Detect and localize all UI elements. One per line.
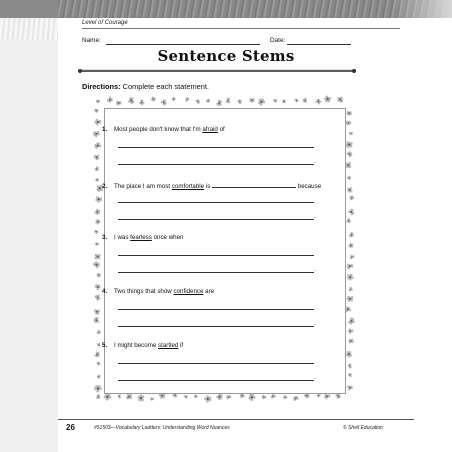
vocab-word: fearless <box>130 234 152 241</box>
border-star-ornament <box>95 242 99 246</box>
name-field-line[interactable] <box>106 44 260 45</box>
border-star-ornament <box>315 99 321 105</box>
answer-line[interactable] <box>118 219 314 220</box>
border-star-ornament <box>96 394 100 399</box>
border-star-ornament <box>95 295 101 301</box>
border-star-ornament <box>346 218 351 223</box>
border-star-ornament <box>335 393 341 399</box>
border-star-ornament <box>95 178 99 182</box>
border-star-ornament <box>346 351 352 357</box>
inline-blank[interactable] <box>212 181 296 188</box>
statement-box <box>104 108 346 394</box>
border-star-ornament <box>349 232 354 238</box>
directions <box>82 82 209 91</box>
border-star-ornament <box>93 131 100 137</box>
header-rule <box>82 28 400 29</box>
border-star-ornament <box>97 330 101 334</box>
border-star-ornament <box>225 98 230 104</box>
question-3: 3. I was fearless once when <box>102 234 184 241</box>
page-number: 26 <box>66 423 75 432</box>
border-star-ornament <box>347 363 351 368</box>
border-star-ornament <box>347 263 353 269</box>
border-star-ornament <box>137 394 144 401</box>
border-star-ornament <box>184 395 188 399</box>
worksheet-page: Level of Courage Name: Date: Sentence Stems Directions: Complete each statement. 1. Most people don't know that I'm afraid of . 2. The place I am most comfortable is because . 3. I was fearless once when . 4. Two things that show confidence are . 5. I might become startled if . 26 #51503—Vocabulary Ladders: Understanding Word Nuances © Shell Education <box>0 0 452 452</box>
border-star-ornament <box>348 328 354 334</box>
vocab-word: confidence <box>173 288 204 295</box>
border-star-ornament <box>116 101 122 106</box>
border-star-ornament <box>348 373 352 377</box>
border-star-ornament <box>273 99 277 103</box>
border-star-ornament <box>117 394 121 398</box>
border-star-ornament <box>294 98 298 102</box>
level-label: Level of Courage <box>82 20 128 26</box>
answer-line[interactable] <box>118 272 314 273</box>
border-star-ornament <box>107 97 113 103</box>
directions-text: Complete each statement. <box>120 82 209 91</box>
border-star-ornament <box>171 97 175 101</box>
border-star-ornament <box>94 155 100 161</box>
top-banner <box>0 0 452 18</box>
question-5: 5. I might become startled if <box>102 342 184 349</box>
border-star-ornament <box>348 287 353 292</box>
border-star-ornament <box>346 111 352 116</box>
vocab-word: afraid <box>202 126 218 133</box>
answer-line[interactable] <box>118 380 314 381</box>
date-label: Date: <box>270 37 286 44</box>
border-star-ornament <box>324 393 330 399</box>
border-star-ornament <box>348 209 354 216</box>
border-star-ornament <box>151 96 156 101</box>
border-star-ornament <box>95 284 101 290</box>
border-star-ornament <box>139 99 144 105</box>
border-star-ornament <box>248 394 255 401</box>
border-star-ornament <box>249 98 254 103</box>
border-star-ornament <box>95 196 102 203</box>
border-star-ornament <box>216 100 222 106</box>
copyright: © Shell Education <box>343 425 383 431</box>
border-star-ornament <box>347 385 353 390</box>
border-star-ornament <box>346 141 353 148</box>
page-title: Sentence Stems <box>157 47 295 65</box>
border-star-ornament <box>104 393 112 401</box>
border-star-ornament <box>348 318 355 325</box>
border-star-ornament <box>237 99 242 104</box>
directions-label: Directions: <box>82 82 121 91</box>
border-star-ornament <box>348 243 353 248</box>
border-star-ornament <box>282 99 286 103</box>
name-label: Name: <box>82 37 101 44</box>
border-star-ornament <box>347 151 353 157</box>
answer-line[interactable] <box>118 326 314 327</box>
footer-rule <box>58 419 414 420</box>
border-star-ornament <box>349 195 354 200</box>
border-star-ornament <box>94 142 101 149</box>
border-star-ornament <box>347 176 351 180</box>
border-star-ornament <box>347 187 353 193</box>
border-star-ornament <box>94 230 98 234</box>
border-star-ornament <box>97 343 101 347</box>
answer-line[interactable] <box>118 309 314 310</box>
border-star-ornament <box>94 119 101 126</box>
border-star-ornament <box>95 254 101 260</box>
answer-line[interactable] <box>118 363 314 364</box>
border-star-ornament <box>128 97 134 104</box>
border-star-ornament <box>96 362 100 366</box>
border-star-ornament <box>126 394 132 400</box>
border-star-ornament <box>93 261 100 268</box>
border-star-ornament <box>96 99 101 103</box>
border-star-ornament <box>204 395 211 402</box>
border-star-ornament <box>94 309 100 315</box>
border-star-ornament <box>93 317 99 323</box>
border-star-ornament <box>349 132 353 136</box>
border-star-ornament <box>347 296 354 302</box>
answer-line[interactable] <box>118 164 314 165</box>
border-star-ornament <box>96 273 101 278</box>
border-star-ornament <box>283 395 287 399</box>
border-star-ornament <box>94 351 100 357</box>
border-star-ornament <box>150 397 154 401</box>
border-star-ornament <box>346 121 352 126</box>
border-star-ornament <box>337 97 343 103</box>
answer-line[interactable] <box>118 202 314 203</box>
border-star-ornament <box>303 98 308 103</box>
border-star-ornament <box>262 395 267 400</box>
date-field-line[interactable] <box>287 44 351 45</box>
answer-line[interactable] <box>118 255 314 256</box>
border-star-ornament <box>94 109 99 113</box>
question-2: 2. The place I am most comfortable is because <box>102 183 322 190</box>
border-star-ornament <box>216 393 223 400</box>
answer-line[interactable] <box>118 147 314 148</box>
border-star-ornament <box>94 166 99 171</box>
border-star-ornament <box>161 99 167 105</box>
border-star-ornament <box>206 98 210 103</box>
border-star-ornament <box>347 274 354 281</box>
series-title: #51503—Vocabulary Ladders: Understanding Word Nuances <box>94 425 230 431</box>
border-star-ornament <box>97 375 101 379</box>
border-star-ornament <box>94 385 102 392</box>
vocab-word: comfortable <box>171 183 205 190</box>
border-star-ornament <box>194 394 198 398</box>
border-star-ornament <box>293 396 299 401</box>
left-margin-strip <box>0 0 58 452</box>
question-1: 1. Most people don't know that I'm afraid of <box>102 126 225 133</box>
border-star-ornament <box>348 339 354 344</box>
border-star-ornament <box>195 99 200 104</box>
border-star-ornament <box>270 394 275 399</box>
border-star-ornament <box>324 96 331 103</box>
question-4: 4. Two things that show confidence are <box>102 288 215 295</box>
border-star-ornament <box>226 395 231 400</box>
border-star-ornament <box>345 162 351 169</box>
border-star-ornament <box>258 99 265 106</box>
border-star-ornament <box>95 219 100 224</box>
vocab-word: startled <box>158 342 179 349</box>
border-star-ornament <box>185 97 190 102</box>
border-star-ornament <box>349 254 354 259</box>
border-star-ornament <box>94 209 100 215</box>
title-underline-rule <box>78 69 356 73</box>
